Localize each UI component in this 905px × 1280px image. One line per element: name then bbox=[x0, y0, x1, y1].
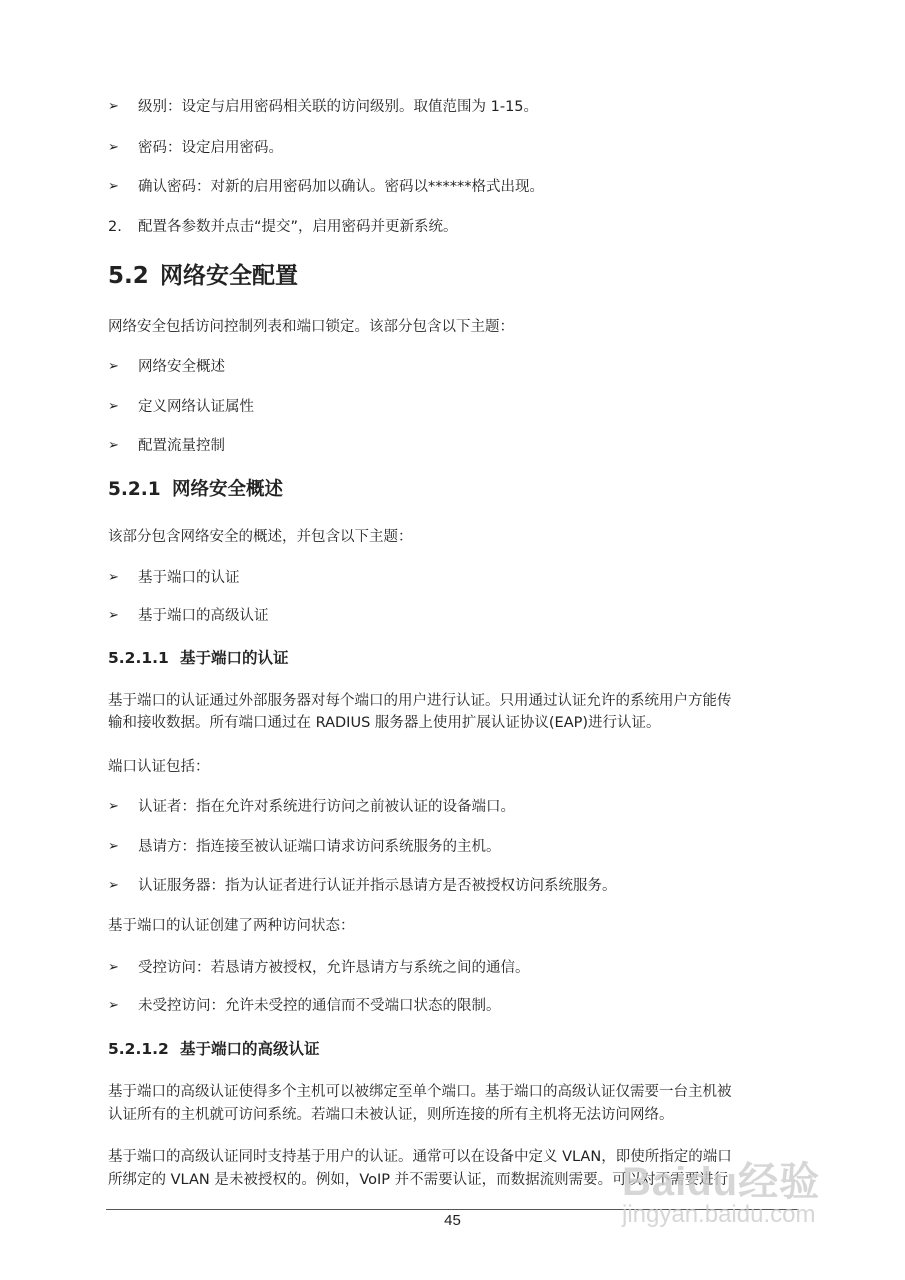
bullet-icon: ➢ bbox=[108, 799, 119, 814]
bullet-icon: ➢ bbox=[108, 438, 119, 453]
bullet-icon: ➢ bbox=[108, 99, 119, 114]
list-item: 认证者：指在允许对系统进行访问之前被认证的设备端口。 bbox=[138, 799, 515, 815]
list-item: 受控访问：若恳请方被授权，允许恳请方与系统之间的通信。 bbox=[138, 960, 530, 976]
bullet-icon: ➢ bbox=[108, 839, 119, 854]
heading-title: 基于端口的认证 bbox=[180, 649, 289, 667]
list-item: 基于端口的高级认证 bbox=[138, 608, 269, 624]
heading-number: 5.2 bbox=[108, 263, 149, 289]
list-item: 恳请方：指连接至被认证端口请求访问系统服务的主机。 bbox=[138, 839, 501, 855]
list-item: 级别：设定与启用密码相关联的访问级别。取值范围为 1-15。 bbox=[138, 99, 539, 115]
paragraph: 该部分包含网络安全的概述，并包含以下主题： bbox=[108, 529, 413, 545]
heading-5-2-1-2 bbox=[108, 1038, 320, 1060]
heading-title: 网络安全配置 bbox=[160, 263, 298, 289]
list-item: 配置流量控制 bbox=[138, 438, 225, 454]
heading-5-2 bbox=[108, 261, 298, 291]
heading-number: 5.2.1.2 bbox=[108, 1040, 169, 1058]
heading-5-2-1-1 bbox=[108, 647, 289, 669]
paragraph-line: 输和接收数据。所有端口通过在 RADIUS 服务器上使用扩展认证协议(EAP)进行认证。 bbox=[108, 715, 661, 731]
heading-title: 基于端口的高级认证 bbox=[180, 1040, 320, 1058]
heading-5-2-1 bbox=[108, 477, 283, 503]
watermark bbox=[622, 1150, 820, 1229]
bullet-icon: ➢ bbox=[108, 399, 119, 414]
list-item: 定义网络认证属性 bbox=[138, 399, 254, 415]
watermark-url: jingyan.baidu.com bbox=[622, 1201, 816, 1228]
paragraph-line: 基于端口的高级认证同时支持基于用户的认证。通常可以在设备中定义 VLAN，即使所指定的端口 bbox=[108, 1149, 732, 1165]
paragraph: 网络安全包括访问控制列表和端口锁定。该部分包含以下主题： bbox=[108, 319, 514, 335]
heading-number: 5.2.1 bbox=[108, 479, 161, 500]
list-item: 密码：设定启用密码。 bbox=[138, 140, 283, 156]
list-item: 基于端口的认证 bbox=[138, 570, 240, 586]
bullet-icon: ➢ bbox=[108, 140, 119, 155]
bullet-icon: ➢ bbox=[108, 878, 119, 893]
bullet-icon: ➢ bbox=[108, 359, 119, 374]
paragraph: 基于端口的认证创建了两种访问状态： bbox=[108, 918, 355, 934]
list-item: 确认密码：对新的启用密码加以确认。密码以******格式出现。 bbox=[138, 179, 544, 195]
watermark-logo: Baidu经验 bbox=[622, 1160, 821, 1204]
bullet-icon: ➢ bbox=[108, 960, 119, 975]
heading-title: 网络安全概述 bbox=[172, 479, 284, 500]
paragraph-line: 所绑定的 VLAN 是未被授权的。例如，VoIP 并不需要认证，而数据流则需要。可以对不需要进行 bbox=[108, 1172, 729, 1188]
list-item: 未受控访问：允许未受控的通信而不受端口状态的限制。 bbox=[138, 998, 501, 1014]
step-text: 配置各参数并点击“提交”，启用密码并更新系统。 bbox=[138, 219, 458, 235]
bullet-icon: ➢ bbox=[108, 608, 119, 623]
bullet-icon: ➢ bbox=[108, 998, 119, 1013]
bullet-icon: ➢ bbox=[108, 179, 119, 194]
bullet-icon: ➢ bbox=[108, 570, 119, 585]
paragraph-line: 基于端口的认证通过外部服务器对每个端口的用户进行认证。只用通过认证允许的系统用户方能传 bbox=[108, 693, 732, 709]
paragraph-line: 认证所有的主机就可访问系统。若端口未被认证，则所连接的所有主机将无法访问网络。 bbox=[108, 1107, 674, 1123]
heading-number: 5.2.1.1 bbox=[108, 649, 169, 667]
step-number: 2. bbox=[108, 219, 122, 235]
list-item: 网络安全概述 bbox=[138, 359, 225, 375]
list-item: 认证服务器：指为认证者进行认证并指示恳请方是否被授权访问系统服务。 bbox=[138, 878, 617, 894]
page-number: 45 bbox=[444, 1212, 461, 1229]
paragraph: 端口认证包括： bbox=[108, 759, 210, 775]
paragraph-line: 基于端口的高级认证使得多个主机可以被绑定至单个端口。基于端口的高级认证仅需要一台主机被 bbox=[108, 1084, 732, 1100]
